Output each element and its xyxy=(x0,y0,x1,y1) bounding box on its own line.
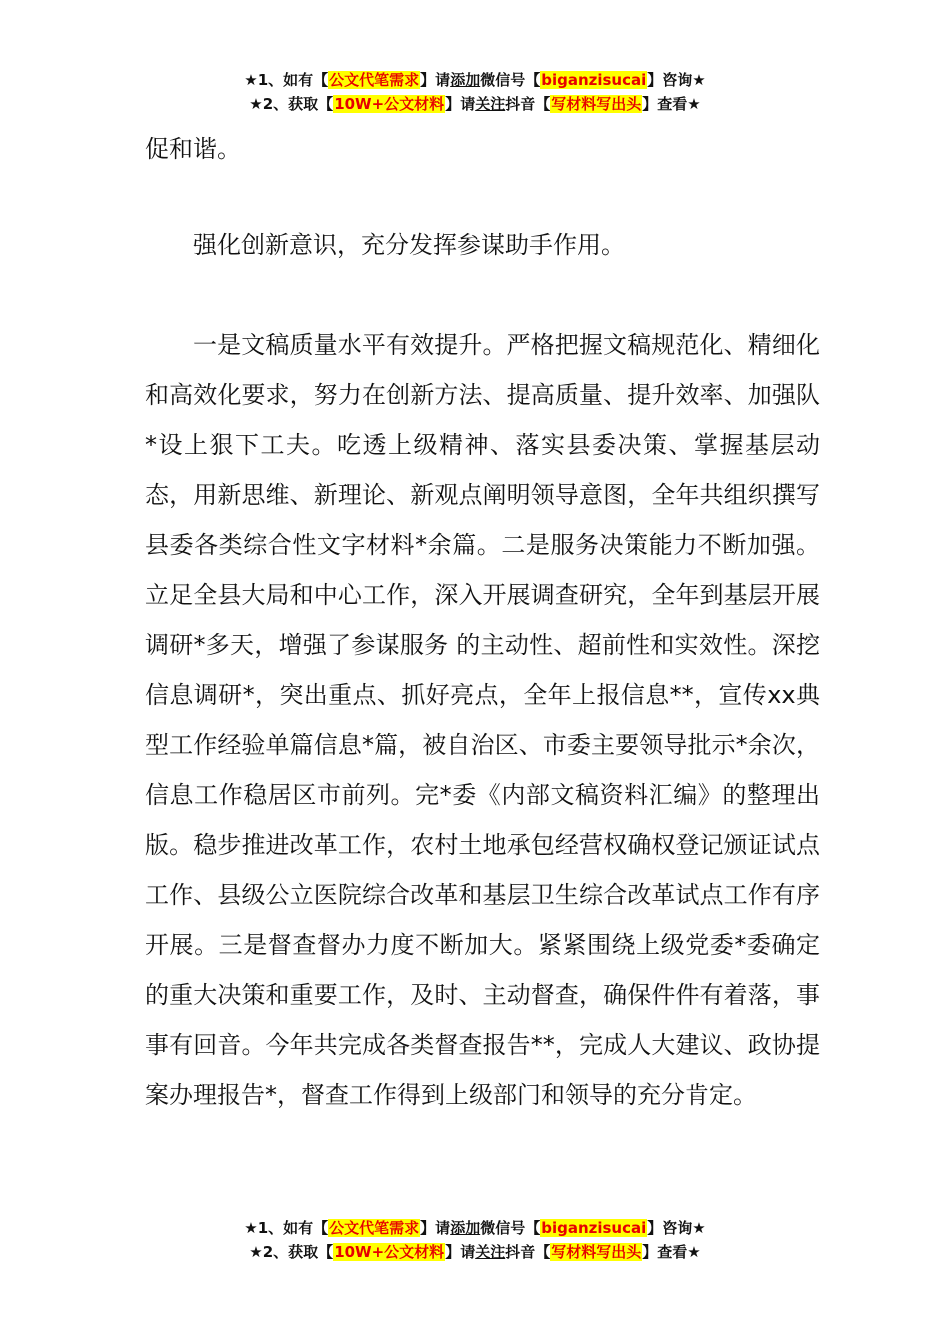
banner-line-2 xyxy=(0,92,950,116)
banner-highlight: biganzisucai xyxy=(541,71,647,89)
banner-text: 】请 xyxy=(445,95,476,113)
banner-line-1 xyxy=(0,68,950,92)
banner-text: ★2、获取【 xyxy=(249,95,334,113)
banner-text: 】咨询★ xyxy=(647,71,706,89)
banner-text: 】咨询★ xyxy=(647,1219,706,1237)
paragraph-text: 一是文稿质量水平有效提升。严格把握文稿规范化、精细化和高效化要求，努力在创新方法、提高质量、提升效率、加强队*设上狠下工夫。吃透上级精神、落实县委决策、掌握基层动态，用新思维、新理论、新观点阐明领导意图，全年共组织撰写县委各类综合性文字材料*余篇。二是服务决策能力不断加强。立足全县大局和中心工作，深入开展调查研究，全年到基层开展调研*多天，增强了参谋服务 的主动性、超前性和实效性。深挖信息调研*，突出重点、抓好亮点，全年上报信息**，宣传xx典型工作经验单篇信息*篇，被自治区、市委主要领导批示*余次，信息工作稳居区市前列。完*委《内部文稿资料汇编》的整理出版。稳步推进改革工作，农村土地承包经营权确权登记颁证试点工作、县级公立医院综合改革和基层卫生综合改革试点工作有序开展。三是督查督办力度不断加大。紧紧围绕上级党委*委确定的重大决策和重要工作，及时、主动督查，确保件件有着落，事事有回音。今年共完成各类督查报告**，完成人大建议、政协提案办理报告*，督查工作得到上级部门和领导的充分肯定。 xyxy=(145,331,820,1109)
banner-highlight: 公文代笔需求 xyxy=(329,71,420,89)
banner-text: ★1、如有【 xyxy=(244,71,329,89)
banner-text: 】请 xyxy=(420,71,451,89)
banner-highlight: 写材料写出头 xyxy=(551,95,642,113)
fragment-text: 促和谐。 xyxy=(145,135,241,163)
banner-highlight: 10W+公文材料 xyxy=(334,1243,445,1261)
footer-banner xyxy=(0,1216,950,1264)
banner-text: 】查看★ xyxy=(642,95,701,113)
banner-text: 微信号【 xyxy=(480,71,541,89)
banner-line-2 xyxy=(0,1240,950,1264)
banner-text: ★1、如有【 xyxy=(244,1219,329,1237)
banner-highlight: biganzisucai xyxy=(541,1219,647,1237)
banner-underlined-text: 关注 xyxy=(475,1243,506,1261)
banner-underlined-text: 添加 xyxy=(450,1219,481,1237)
banner-text: 抖音【 xyxy=(505,95,551,113)
banner-text: 抖音【 xyxy=(505,1243,551,1261)
section-heading xyxy=(145,220,820,270)
header-banner xyxy=(0,68,950,116)
banner-text: 微信号【 xyxy=(480,1219,541,1237)
banner-text: 】请 xyxy=(445,1243,476,1261)
banner-line-1 xyxy=(0,1216,950,1240)
banner-underlined-text: 关注 xyxy=(475,95,506,113)
banner-highlight: 公文代笔需求 xyxy=(329,1219,420,1237)
banner-highlight: 写材料写出头 xyxy=(551,1243,642,1261)
banner-highlight: 10W+公文材料 xyxy=(334,95,445,113)
document-fragment xyxy=(145,124,820,174)
body-paragraph xyxy=(145,320,820,1120)
heading-text: 强化创新意识，充分发挥参谋助手作用。 xyxy=(193,231,625,259)
banner-text: 】查看★ xyxy=(642,1243,701,1261)
banner-underlined-text: 添加 xyxy=(450,71,481,89)
banner-text: ★2、获取【 xyxy=(249,1243,334,1261)
banner-text: 】请 xyxy=(420,1219,451,1237)
